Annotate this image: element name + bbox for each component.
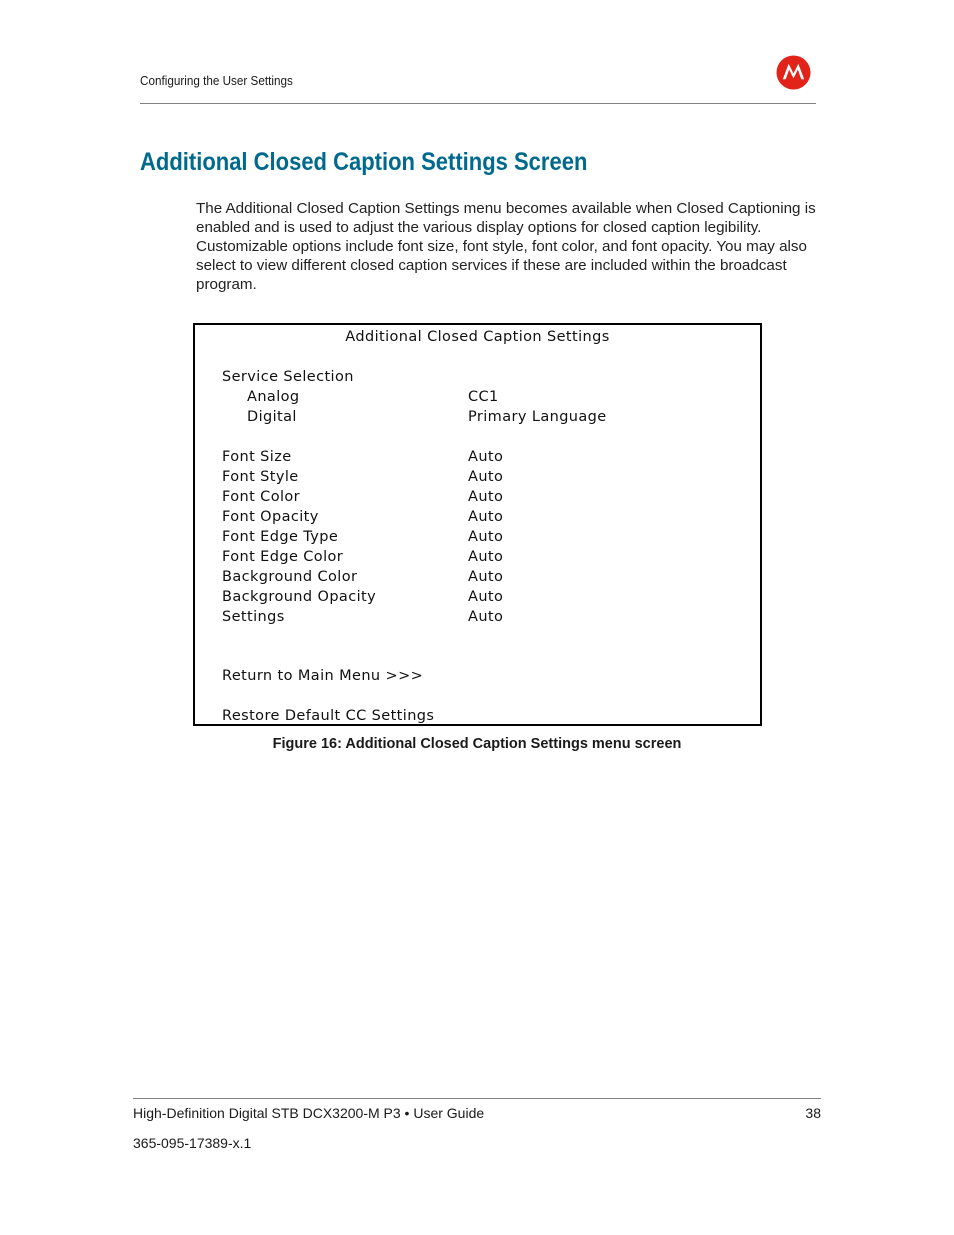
setting-value-background-color: Auto [468, 569, 504, 585]
setting-label-background-color: Background Color [222, 569, 358, 585]
setting-value-font-opacity: Auto [468, 509, 504, 525]
document-number: 365-095-17389-x.1 [133, 1135, 252, 1151]
footer-divider [133, 1098, 821, 1099]
screen-title: Additional Closed Caption Settings [345, 329, 610, 345]
digital-value: Primary Language [468, 409, 607, 425]
running-header: Configuring the User Settings [140, 73, 293, 88]
setting-label-font-edge-color: Font Edge Color [222, 549, 344, 565]
analog-label: Analog [247, 389, 300, 405]
setting-value-font-size: Auto [468, 449, 504, 465]
page-title: Additional Closed Caption Settings Screen [140, 148, 588, 176]
setting-label-settings: Settings [222, 609, 285, 625]
figure-caption: Figure 16: Additional Closed Caption Settings menu screen [272, 736, 682, 752]
page-number: 38 [805, 1105, 821, 1121]
service-selection-heading: Service Selection [222, 369, 354, 385]
setting-label-font-edge-type: Font Edge Type [222, 529, 339, 545]
footer-title: High-Definition Digital STB DCX3200-M P3 • User Guide [133, 1105, 485, 1121]
restore-default-cc-settings: Restore Default CC Settings [222, 708, 435, 724]
header-divider [140, 103, 816, 104]
intro-paragraph: The Additional Closed Caption Settings menu becomes available when Closed Captioning is enabled and is used to adjust the various display options for closed caption legibility. Customizable options include font size, font style, font color, and font opacity. You may also select to view different closed caption services if these are included within the broadcast program. [196, 200, 816, 293]
analog-value: CC1 [468, 389, 499, 405]
setting-label-background-opacity: Background Opacity [222, 589, 377, 605]
setting-label-font-style: Font Style [222, 469, 299, 485]
setting-value-settings: Auto [468, 609, 504, 625]
setting-value-font-color: Auto [468, 489, 504, 505]
setting-value-font-edge-type: Auto [468, 529, 504, 545]
digital-label: Digital [247, 409, 297, 425]
setting-value-font-edge-color: Auto [468, 549, 504, 565]
setting-value-background-opacity: Auto [468, 589, 504, 605]
setting-value-font-style: Auto [468, 469, 504, 485]
motorola-logo-icon [776, 55, 811, 90]
setting-label-font-size: Font Size [222, 449, 292, 465]
setting-label-font-opacity: Font Opacity [222, 509, 319, 525]
return-to-main-menu: Return to Main Menu >>> [222, 668, 424, 684]
cc-settings-screen [193, 323, 762, 726]
setting-label-font-color: Font Color [222, 489, 301, 505]
